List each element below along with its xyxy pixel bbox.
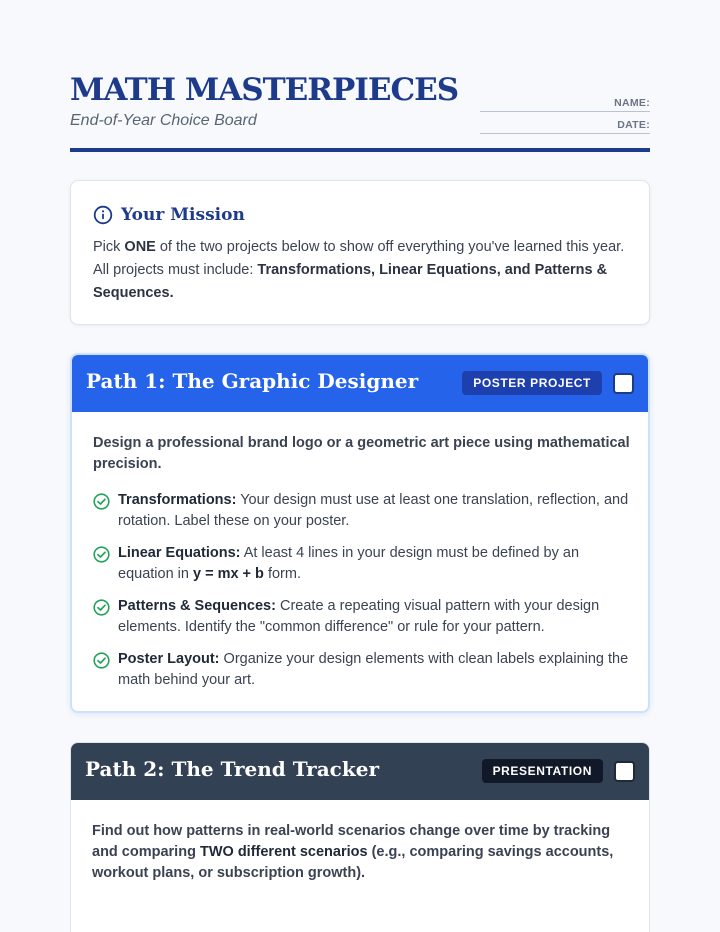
item-text: form. (263, 566, 301, 582)
mission-text (93, 236, 629, 305)
check-circle-icon (93, 652, 110, 669)
page-subtitle: End-of-Year Choice Board (70, 112, 257, 129)
intro-text: (e.g., comparing savings accounts, workout plans, or subscription growth). (92, 844, 614, 881)
path-1-title: Path 1: The Graphic Designer (86, 369, 419, 393)
path-2-intro (92, 821, 632, 884)
mission-text-part: Pick (93, 239, 125, 255)
item-label: Patterns & Sequences: (118, 598, 276, 614)
mission-card (70, 180, 650, 325)
intro-text: Find out how patterns in real-world scenarios change over time by tracking and comparing (92, 823, 611, 860)
path-1-header (72, 355, 648, 412)
check-circle-icon (93, 546, 110, 563)
path-2-card (70, 742, 650, 932)
item-label: Linear Equations: (118, 545, 241, 561)
name-label: NAME: (614, 97, 650, 109)
item-text: At least 4 lines in your design must be defined by an equation in (118, 545, 580, 582)
path-1-checkbox[interactable] (613, 373, 634, 394)
list-item (93, 649, 633, 691)
date-field[interactable] (480, 118, 650, 134)
mission-text-part: of the two projects below to show off everything you've learned this year. All projects must include: (93, 239, 625, 278)
mission-text-emphasis: ONE (124, 239, 156, 255)
list-item (93, 543, 633, 585)
check-circle-icon (93, 599, 110, 616)
check-circle-icon (93, 493, 110, 510)
mission-text-requirements: Transformations, Linear Equations, and Patterns & Sequences. (93, 262, 608, 301)
name-field[interactable] (480, 96, 650, 112)
item-text: Organize your design elements with clean labels explaining the math behind your art. (118, 651, 629, 688)
date-label: DATE: (617, 119, 650, 131)
item-text: Your design must use at least one translation, reflection, and rotation. Label these on your poster. (118, 492, 629, 529)
item-text: Create a repeating visual pattern with your design elements. Identify the "common difference" or rule for your pattern. (118, 598, 600, 635)
mission-title: Your Mission (121, 205, 245, 225)
list-item (93, 596, 633, 638)
path-2-title: Path 2: The Trend Tracker (85, 757, 379, 781)
path-2-header (71, 743, 649, 800)
path-2-checkbox[interactable] (614, 761, 635, 782)
path-1-card (70, 353, 650, 713)
path-2-badge: PRESENTATION (482, 759, 603, 783)
path-1-badge: POSTER PROJECT (462, 371, 602, 395)
path-1-requirements (93, 490, 633, 702)
header (70, 70, 650, 152)
equation-text: y = mx + b (192, 566, 264, 582)
intro-emphasis: TWO different scenarios (199, 844, 368, 860)
list-item (93, 490, 633, 532)
page-title: MATH MASTERPIECES (70, 72, 459, 108)
header-rule (70, 148, 650, 152)
item-label: Transformations: (118, 492, 237, 508)
info-icon (93, 205, 113, 225)
mission-heading (93, 203, 245, 227)
path-1-intro: Design a professional brand logo or a geometric art piece using mathematical precision. (93, 435, 630, 472)
item-label: Poster Layout: (118, 651, 220, 667)
